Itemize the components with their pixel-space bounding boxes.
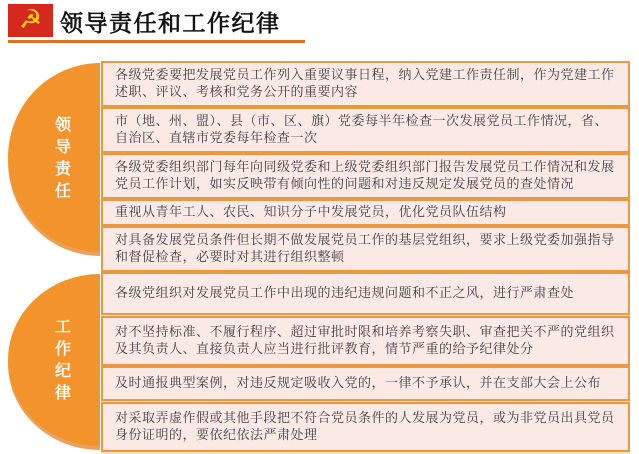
- section-leadership-responsibility: [8, 61, 630, 265]
- content-box: 重视从青年工人、农民、知识分子中发展党员，优化党员队伍结构: [101, 199, 630, 226]
- header: [0, 0, 639, 46]
- section-items: [101, 272, 630, 452]
- content-box: 及时通报典型案例，对违反规定吸收入党的，一律不予承认，并在支部大会上公布: [101, 366, 630, 401]
- section-label: 领导责任: [54, 114, 71, 200]
- content-box: 市（地、州、盟）、县（市、区、旗）党委每半年检查一次发展党员工作情况，省、自治区、直辖市党委每年检查一次: [101, 107, 630, 153]
- content-box: 对采取弄虚作假或其他手段把不符合党员条件的人发展为党员，或为非党员出具党员身份证明的，要依纪依法严肃处理: [101, 402, 630, 452]
- content-box: 对具备发展党员条件但长期不做发展党员工作的基层党组织，要求上级党委加强指导和督促检查，必要时对其进行组织整顿: [101, 226, 630, 272]
- hammer-sickle-icon: ☭: [18, 4, 43, 35]
- page-title: 领导责任和工作纪律: [60, 11, 281, 37]
- party-emblem-icon: [8, 4, 53, 37]
- title-underline: [8, 40, 305, 43]
- section-label: 工作纪律: [54, 317, 71, 402]
- content-box: 各级党委要把发展党员工作列入重要议事日程，纳入党建工作责任制，作为党建工作述职、评议、考核和党务公开的重要内容: [101, 61, 630, 107]
- pill-shape: [8, 63, 100, 252]
- pill-shape: [8, 274, 100, 446]
- section-pill-leadership: [8, 61, 101, 258]
- content-box: 各级党委组织部门每年向同级党委和上级党委组织部门报告发展党员工作情况和发展党员工作计划，如实反映带有倾向性的问题和对违反规定发展党员的查处情况: [101, 153, 630, 199]
- section-work-discipline: [8, 272, 630, 452]
- content-box: 对不坚持标准、不履行程序、超过审批时限和培养考察失职、审查把关不严的党组织及其负责人、直接负责人应当进行批评教育，情节严重的给予纪律处分: [101, 316, 630, 366]
- section-pill-discipline: [8, 272, 101, 452]
- content-box: 各级党组织对发展党员工作中出现的违纪违规问题和不正之风，进行严肃查处: [101, 272, 630, 315]
- section-items: [101, 61, 630, 265]
